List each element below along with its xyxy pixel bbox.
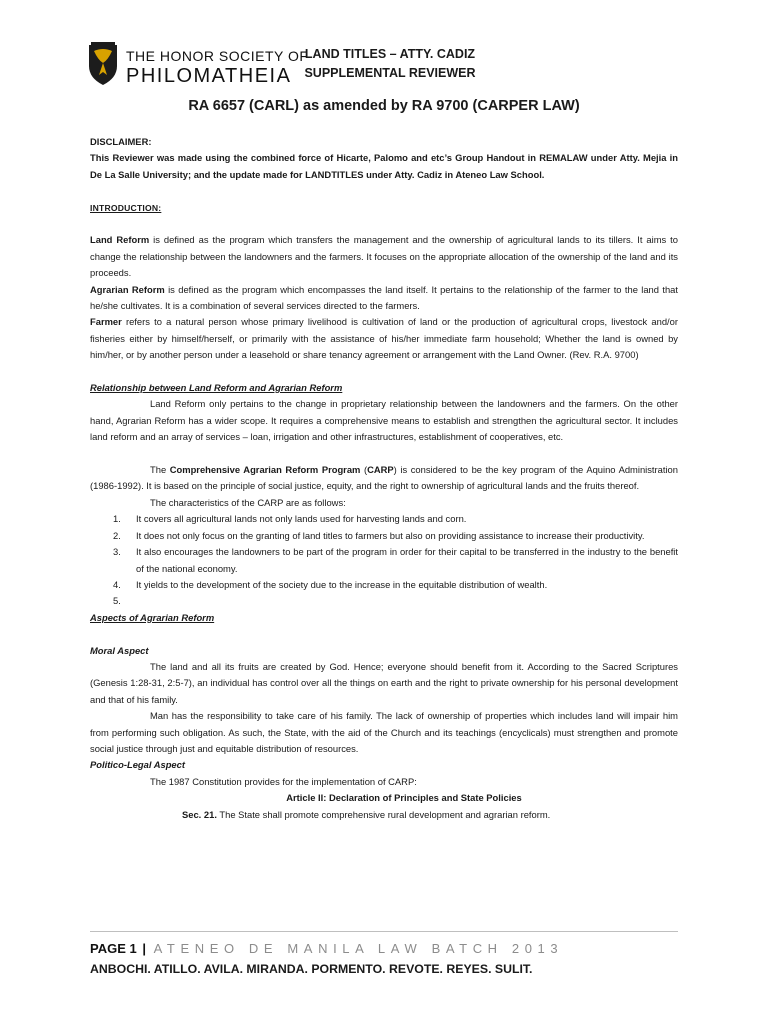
carp-text: ) is considered to be the key program of the Aquino Administration (1986-1992). It is based on the principle of social justice, equity, and the right to ownership of agricultural lands and the fruits thereof. <box>90 464 678 492</box>
logo-line2: PHILOMATHEIA <box>126 65 292 87</box>
relationship-heading: Relationship between Land Reform and Agrarian Reform <box>90 382 343 394</box>
page-number: PAGE 1 <box>90 941 137 956</box>
footer-separator: | <box>142 941 146 956</box>
list-number: 2. <box>113 529 121 541</box>
page-title: RA 6657 (CARL) as amended by RA 9700 (CARPER LAW) <box>188 98 580 114</box>
land-reform-term: Land Reform <box>90 234 150 246</box>
header-title-line1: LAND TITLES – ATTY. CADIZ <box>304 47 476 61</box>
relationship-paragraph: Land Reform only pertains to the change in proprietary relationship between the landowners and the farmers. On the other hand, Agrarian Reform has a wider scope. It requires a comprehensive means to establish and strengthen the agricultural sector. It includes land reform and an array of services – loan, irrigation and other infrastructures, establishment of cooperatives, etc. <box>90 398 678 443</box>
list-text: It covers all agricultural lands not only lands used for harvesting lands and corn. <box>136 513 467 525</box>
article-heading: Article II: Declaration of Principles and State Policies <box>286 792 522 804</box>
list-item <box>90 511 678 527</box>
carp-pre: The <box>150 464 170 476</box>
list-text: It does not only focus on the granting of land titles to farmers but also on providing assistance to increase their productivity. <box>136 529 645 541</box>
list-number: 5. <box>113 595 121 607</box>
agrarian-reform-text: is defined as the program which encompasses the land itself. It pertains to the relationship of the farmer to the land that he/she cultivates. It is a combination of several services directed to the farmers. <box>90 283 678 312</box>
list-number: 1. <box>113 513 121 525</box>
list-number: 4. <box>113 578 121 590</box>
land-reform-definition <box>90 232 678 281</box>
footer-school: ATENEO DE MANILA LAW BATCH 2013 <box>153 941 564 956</box>
agrarian-reform-definition <box>90 282 678 315</box>
farmer-text: refers to a natural person whose primary livelihood is cultivation of land or the production of agricultural crops, livestock and/or fisheries either by himself/herself, or primarily with the assistance of his/her immediate farm household; Whether the land is owned by him/her, or by another person under a leasehold or share tenancy agreement or arrangement with the Land Owner. (Rev. R.A. 9700) <box>90 316 678 361</box>
politico-legal-heading: Politico-Legal Aspect <box>90 759 185 771</box>
agrarian-reform-term: Agrarian Reform <box>90 283 165 295</box>
moral-paragraph-2: Man has the responsibility to take care of his family. The lack of ownership of properties which includes land will impair him from performing such obligation. As such, the State, with the aid of the Church and its teachings (encyclicals) must strengthen and promote social justice through just and equitable distribution of resources. <box>90 710 678 754</box>
section-21 <box>182 807 588 823</box>
section-label: Sec. 21. <box>182 808 217 820</box>
document-body <box>90 134 678 823</box>
list-item <box>90 544 678 577</box>
characteristics-intro: The characteristics of the CARP are as follows: <box>150 496 346 508</box>
footer-divider <box>90 931 678 932</box>
list-text: It also encourages the landowners to be part of the program in order for their capital to be transferred in the industry to the benefit of the national economy. <box>136 546 678 574</box>
list-item <box>90 528 678 544</box>
footer-authors: ANBOCHI. ATILLO. AVILA. MIRANDA. PORMENTO. REVOTE. REYES. SULIT. <box>90 962 533 976</box>
characteristics-list <box>90 511 678 609</box>
list-text: It yields to the development of the society due to the increase in the equitable distribution of wealth. <box>136 578 548 590</box>
list-item <box>90 593 678 609</box>
list-item <box>90 577 678 593</box>
section-text: The State shall promote comprehensive rural development and agrarian reform. <box>216 808 551 820</box>
politico-intro: The 1987 Constitution provides for the implementation of CARP: <box>150 775 417 787</box>
land-reform-text: is defined as the program which transfers the management and the ownership of agricultural lands to its tillers. It aims to change the relationship between the landowners and the farmers. It focuses on the appropriate allocation of the ownership of the land and its proceeds. <box>90 234 678 279</box>
list-number: 3. <box>113 546 121 558</box>
carp-abbr: CARP <box>367 464 394 476</box>
farmer-term: Farmer <box>90 316 122 328</box>
logo-line1: THE HONOR SOCIETY OF <box>126 48 309 64</box>
farmer-definition <box>90 314 678 363</box>
moral-aspect-heading: Moral Aspect <box>90 644 149 656</box>
carp-term: Comprehensive Agrarian Reform Program <box>169 464 361 476</box>
carp-paren: ( <box>360 464 368 476</box>
footer-page-line <box>90 941 563 956</box>
introduction-heading: INTRODUCTION: <box>90 202 162 213</box>
disclaimer-heading: DISCLAIMER: <box>90 136 152 147</box>
shield-emblem-icon <box>88 42 118 86</box>
aspects-heading: Aspects of Agrarian Reform <box>90 611 215 623</box>
disclaimer-text: This Reviewer was made using the combined force of Hicarte, Palomo and etc’s Group Handout in REMALAW under Atty. Mejia in De La Salle University; and the update made for LANDTITLES under Atty. Cadiz in Ateneo Law School. <box>90 152 678 180</box>
moral-paragraph-1: The land and all its fruits are created by God. Hence; everyone should benefit from it. According to the Sacred Scriptures (Genesis 1:28-31, 2:5-7), an individual has control over all the things on earth and the right to private ownership for his personal development and that of his family. <box>90 660 678 705</box>
carp-paragraph <box>90 462 678 495</box>
header-title-line2: SUPPLEMENTAL REVIEWER <box>304 66 476 80</box>
society-logo <box>88 40 309 90</box>
